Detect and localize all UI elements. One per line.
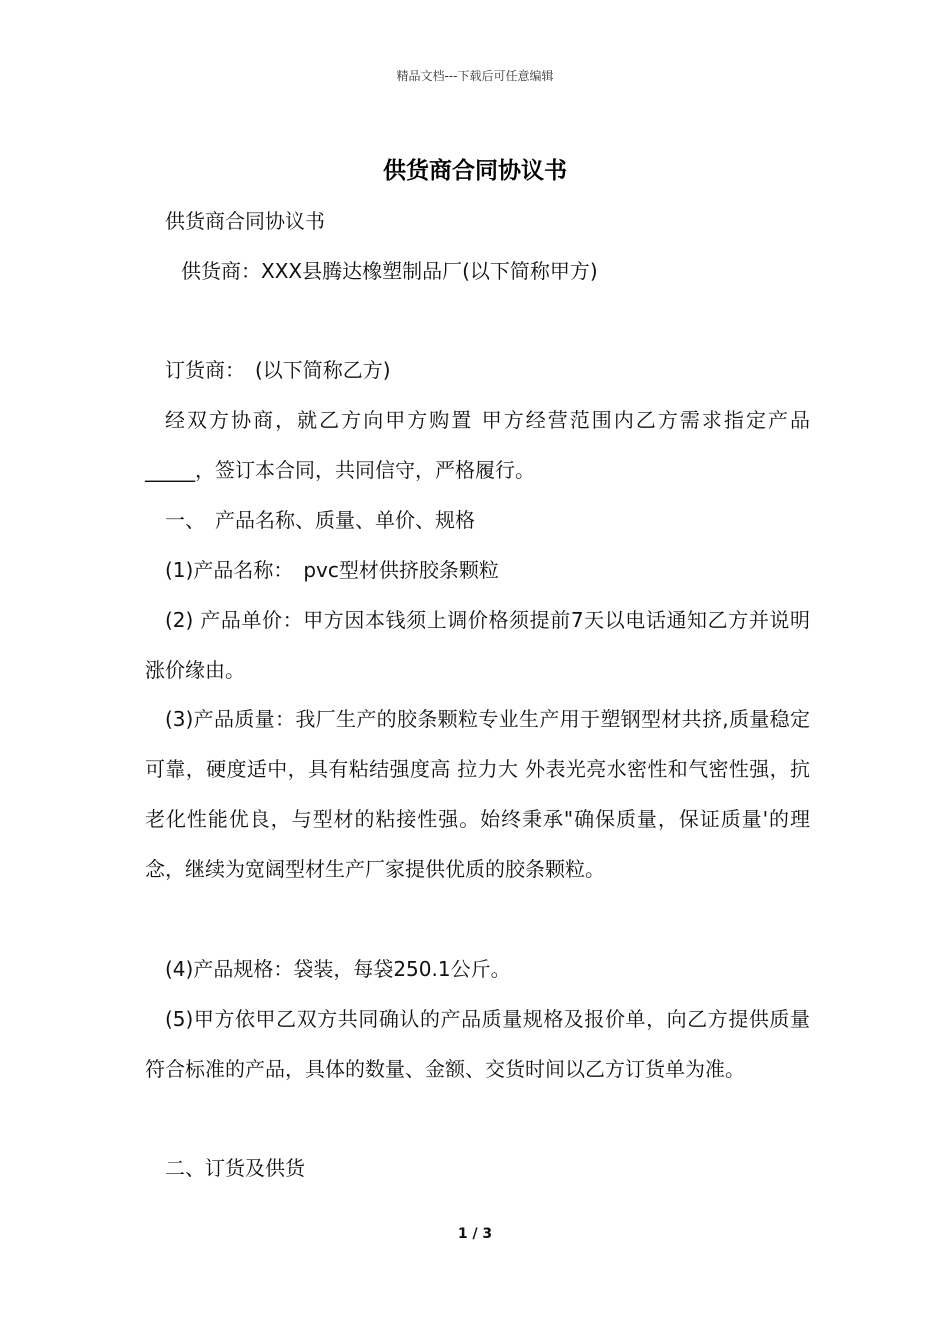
clause-product-name: (1)产品名称： pvc型材供挤胶条颗粒 — [165, 558, 499, 582]
paragraph-supplier: 供货商：XXX县腾达橡塑制品厂(以下简称甲方) — [181, 259, 598, 283]
clause-quality: (3)产品质量：我厂生产的胶条颗粒专业生产用于塑钢型材共挤,质量稳定可靠，硬度适中，具有粘结强度高 拉力大 外表光亮水密性和气密性强，抗老化性能优良，与型材的粘接性强。始终秉承"确保质量，保证质量'的理念，继续为宽阔型材生产厂家提供优质的胶条颗粒。 — [145, 707, 810, 881]
clause-unit-price: (2) 产品单价：甲方因本钱须上调价格须提前7天以电话通知乙方并说明涨价缘由。 — [145, 608, 810, 682]
document-title: 供货商合同协议书 — [383, 158, 567, 184]
paragraph-preamble: 经双方协商，就乙方向甲方购置 甲方经营范围内乙方需求指定产品_____，签订本合同，共同信守，严格履行。 — [145, 408, 810, 482]
page-header: 精品文档---下载后可任意编辑 — [396, 69, 554, 83]
clause-supply: (5)甲方依甲乙双方共同确认的产品质量规格及报价单，向乙方提供质量符合标准的产品，具体的数量、金额、交货时间以乙方订货单为准。 — [145, 1007, 810, 1081]
page-indicator: 1 / 3 — [457, 1226, 493, 1242]
clause-specification: (4)产品规格：袋装，每袋250.1公斤。 — [165, 957, 511, 981]
paragraph-purchaser: 订货商： (以下简称乙方) — [165, 358, 391, 382]
section-heading-2: 二、订货及供货 — [165, 1156, 305, 1180]
paragraph-subtitle: 供货商合同协议书 — [165, 209, 325, 233]
section-heading-1: 一、 产品名称、质量、单价、规格 — [165, 508, 475, 532]
